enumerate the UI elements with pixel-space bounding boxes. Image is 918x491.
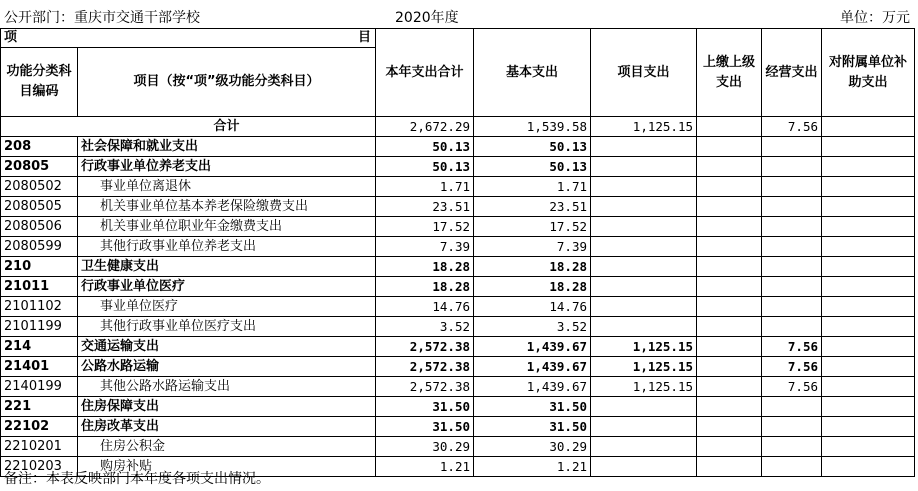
col-header-subsidy: 对附属单位补助支出 (822, 29, 915, 117)
value-cell (697, 217, 762, 237)
table-row (1, 217, 915, 237)
item-name-cell: 公路水路运输 (78, 357, 376, 377)
value-cell (822, 377, 915, 397)
table-row (1, 337, 915, 357)
total-cell (822, 117, 915, 137)
item-name-cell: 机关事业单位基本养老保险缴费支出 (78, 197, 376, 217)
value-cell (697, 177, 762, 197)
value-cell (591, 397, 697, 417)
table-row (1, 437, 915, 457)
value-cell (762, 237, 822, 257)
value-cell: 1,439.67 (474, 357, 591, 377)
code-cell: 2101102 (1, 297, 78, 317)
value-cell: 1,125.15 (591, 357, 697, 377)
report-header (0, 0, 918, 28)
table-row (1, 317, 915, 337)
total-cell: 7.56 (762, 117, 822, 137)
value-cell: 2,572.38 (376, 357, 474, 377)
item-name-cell: 事业单位医疗 (78, 297, 376, 317)
value-cell (697, 197, 762, 217)
footnote: 备注：本表反映部门本年度各项支出情况。 (4, 471, 270, 487)
value-cell: 1,439.67 (474, 337, 591, 357)
value-cell (762, 137, 822, 157)
value-cell (762, 197, 822, 217)
value-cell (697, 397, 762, 417)
value-cell (591, 457, 697, 477)
value-cell (697, 277, 762, 297)
value-cell: 31.50 (474, 417, 591, 437)
table-row (1, 197, 915, 217)
value-cell: 50.13 (474, 157, 591, 177)
unit-label: 单位：万元 (840, 10, 910, 26)
year-label: 2020年度 (395, 10, 459, 26)
code-cell: 214 (1, 337, 78, 357)
expenditure-table (0, 28, 915, 477)
item-name-cell: 其他公路水路运输支出 (78, 377, 376, 397)
total-cell: 2,672.29 (376, 117, 474, 137)
value-cell: 17.52 (474, 217, 591, 237)
value-cell: 1.21 (474, 457, 591, 477)
value-cell: 1,439.67 (474, 377, 591, 397)
value-cell (697, 457, 762, 477)
value-cell: 7.56 (762, 357, 822, 377)
value-cell: 17.52 (376, 217, 474, 237)
header-mu: 目 (358, 30, 372, 45)
value-cell (697, 417, 762, 437)
col-header-project: 项目支出 (591, 29, 697, 117)
department-label: 公开部门：重庆市交通干部学校 (4, 10, 200, 26)
value-cell (822, 217, 915, 237)
value-cell (762, 437, 822, 457)
value-cell (822, 197, 915, 217)
total-cell: 1,125.15 (591, 117, 697, 137)
total-cell (697, 117, 762, 137)
value-cell (822, 337, 915, 357)
value-cell: 2,572.38 (376, 377, 474, 397)
value-cell: 7.39 (376, 237, 474, 257)
header-row-top (1, 29, 915, 48)
value-cell: 7.56 (762, 337, 822, 357)
value-cell (822, 417, 915, 437)
value-cell (591, 237, 697, 257)
value-cell (822, 257, 915, 277)
value-cell (762, 177, 822, 197)
value-cell: 30.29 (376, 437, 474, 457)
value-cell (591, 217, 697, 237)
value-cell (822, 297, 915, 317)
code-cell: 2080506 (1, 217, 78, 237)
value-cell: 18.28 (474, 257, 591, 277)
total-label: 合计 (1, 117, 376, 137)
value-cell (697, 377, 762, 397)
col-header-operating: 经营支出 (762, 29, 822, 117)
table-row (1, 237, 915, 257)
value-cell (591, 317, 697, 337)
value-cell (762, 297, 822, 317)
code-cell: 221 (1, 397, 78, 417)
value-cell (822, 277, 915, 297)
value-cell (697, 297, 762, 317)
value-cell: 50.13 (376, 157, 474, 177)
value-cell (822, 317, 915, 337)
value-cell: 23.51 (376, 197, 474, 217)
item-name-cell: 卫生健康支出 (78, 257, 376, 277)
item-name-cell: 住房保障支出 (78, 397, 376, 417)
value-cell: 14.76 (376, 297, 474, 317)
item-name-cell: 其他行政事业单位养老支出 (78, 237, 376, 257)
table-row (1, 417, 915, 437)
value-cell (697, 237, 762, 257)
value-cell (697, 137, 762, 157)
header-xiang-mu (1, 29, 376, 48)
table-row (1, 277, 915, 297)
value-cell: 1.21 (376, 457, 474, 477)
header-xiang: 项 (4, 30, 18, 45)
value-cell (697, 357, 762, 377)
value-cell: 7.39 (474, 237, 591, 257)
value-cell (762, 397, 822, 417)
item-name-cell: 住房公积金 (78, 437, 376, 457)
item-name-cell: 行政事业单位医疗 (78, 277, 376, 297)
code-cell: 2210203 (1, 457, 78, 477)
code-cell: 2080505 (1, 197, 78, 217)
value-cell: 18.28 (474, 277, 591, 297)
table-row (1, 177, 915, 197)
total-cell: 1,539.58 (474, 117, 591, 137)
value-cell (762, 217, 822, 237)
value-cell (762, 277, 822, 297)
col-header-total: 本年支出合计 (376, 29, 474, 117)
item-name-cell: 交通运输支出 (78, 337, 376, 357)
code-cell: 2101199 (1, 317, 78, 337)
value-cell (591, 137, 697, 157)
value-cell: 1.71 (474, 177, 591, 197)
table-row (1, 257, 915, 277)
code-cell: 21011 (1, 277, 78, 297)
item-name-cell: 行政事业单位养老支出 (78, 157, 376, 177)
value-cell (822, 437, 915, 457)
code-cell: 2080599 (1, 237, 78, 257)
value-cell (762, 457, 822, 477)
value-cell: 31.50 (376, 417, 474, 437)
code-cell: 22102 (1, 417, 78, 437)
value-cell (697, 437, 762, 457)
code-cell: 2210201 (1, 437, 78, 457)
table-row (1, 397, 915, 417)
value-cell (822, 177, 915, 197)
value-cell: 1,125.15 (591, 377, 697, 397)
value-cell (762, 317, 822, 337)
value-cell (697, 337, 762, 357)
value-cell (762, 157, 822, 177)
table-row (1, 157, 915, 177)
value-cell: 30.29 (474, 437, 591, 457)
item-name-cell: 机关事业单位职业年金缴费支出 (78, 217, 376, 237)
value-cell (822, 357, 915, 377)
value-cell (822, 137, 915, 157)
value-cell: 7.56 (762, 377, 822, 397)
col-header-code: 功能分类科目编码 (1, 48, 78, 117)
table-row (1, 377, 915, 397)
value-cell: 1.71 (376, 177, 474, 197)
value-cell: 50.13 (474, 137, 591, 157)
total-row (1, 117, 915, 137)
code-cell: 208 (1, 137, 78, 157)
value-cell (822, 397, 915, 417)
col-header-remit: 上缴上级支出 (697, 29, 762, 117)
value-cell: 18.28 (376, 277, 474, 297)
value-cell (591, 157, 697, 177)
value-cell (822, 157, 915, 177)
value-cell: 3.52 (474, 317, 591, 337)
value-cell: 31.50 (376, 397, 474, 417)
value-cell: 23.51 (474, 197, 591, 217)
item-name-cell: 购房补贴 (78, 457, 376, 477)
value-cell (822, 457, 915, 477)
value-cell (591, 257, 697, 277)
item-name-cell: 住房改革支出 (78, 417, 376, 437)
value-cell: 14.76 (474, 297, 591, 317)
value-cell: 3.52 (376, 317, 474, 337)
value-cell (591, 197, 697, 217)
value-cell: 50.13 (376, 137, 474, 157)
table-row (1, 297, 915, 317)
value-cell (591, 277, 697, 297)
value-cell (762, 417, 822, 437)
value-cell (591, 417, 697, 437)
value-cell (591, 177, 697, 197)
item-name-cell: 其他行政事业单位医疗支出 (78, 317, 376, 337)
code-cell: 21401 (1, 357, 78, 377)
col-header-basic: 基本支出 (474, 29, 591, 117)
value-cell (697, 157, 762, 177)
value-cell (697, 257, 762, 277)
value-cell (697, 317, 762, 337)
item-name-cell: 社会保障和就业支出 (78, 137, 376, 157)
value-cell: 2,572.38 (376, 337, 474, 357)
value-cell: 1,125.15 (591, 337, 697, 357)
value-cell (762, 257, 822, 277)
value-cell: 31.50 (474, 397, 591, 417)
code-cell: 2140199 (1, 377, 78, 397)
code-cell: 2080502 (1, 177, 78, 197)
table-row (1, 137, 915, 157)
value-cell: 18.28 (376, 257, 474, 277)
code-cell: 210 (1, 257, 78, 277)
code-cell: 20805 (1, 157, 78, 177)
table-row (1, 357, 915, 377)
value-cell (591, 437, 697, 457)
value-cell (591, 297, 697, 317)
value-cell (822, 237, 915, 257)
item-name-cell: 事业单位离退休 (78, 177, 376, 197)
col-header-item: 项目（按“项”级功能分类科目） (78, 48, 376, 117)
